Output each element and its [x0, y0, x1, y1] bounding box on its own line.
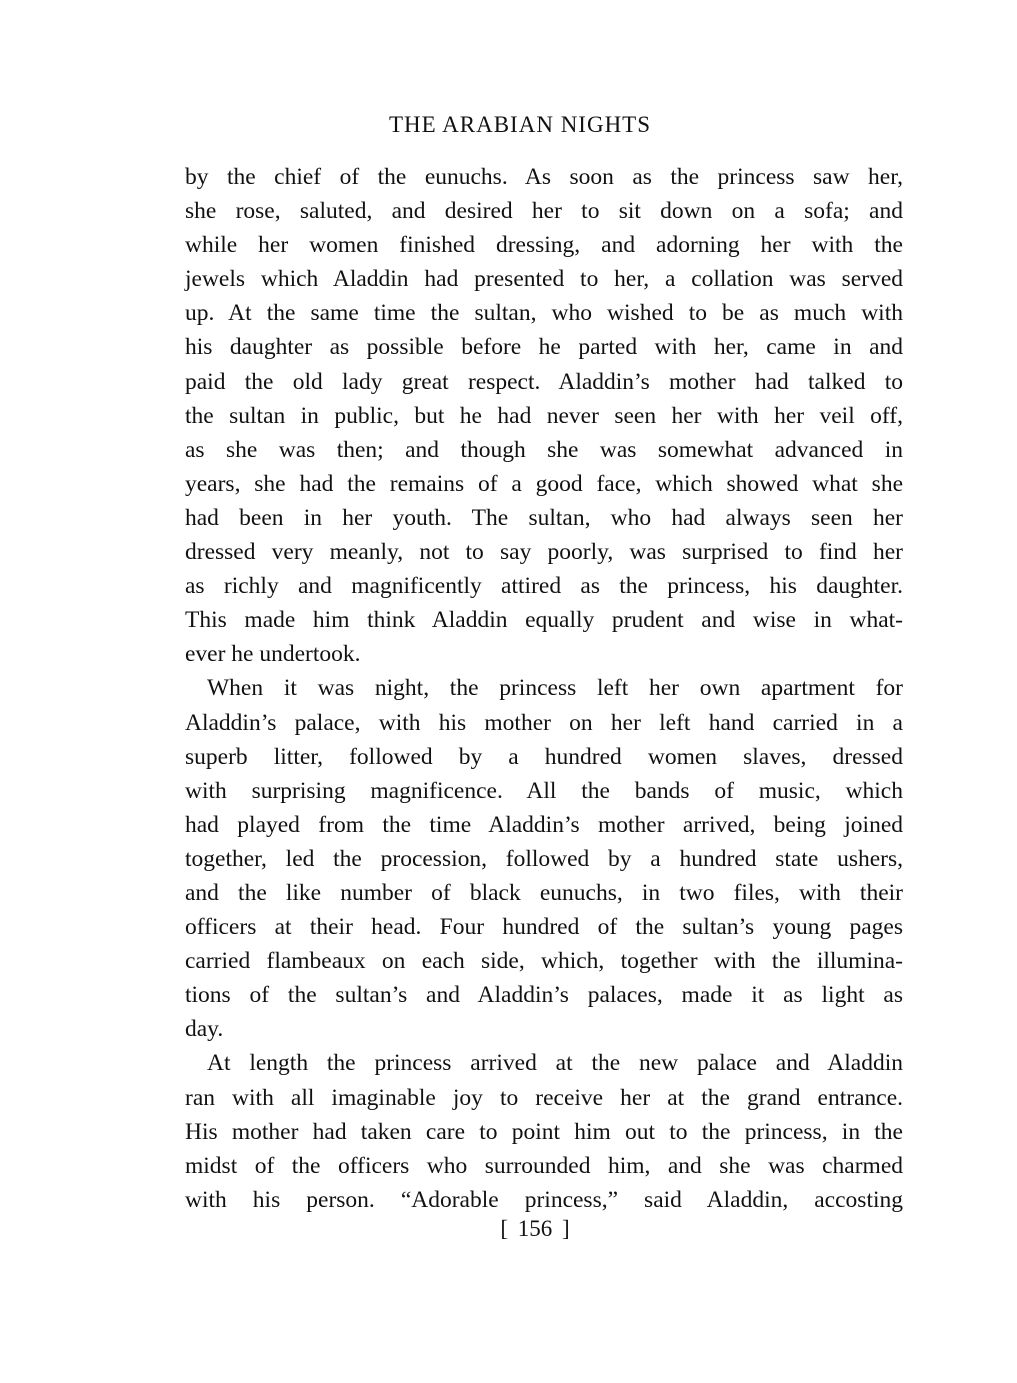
text-line: while her women finished dressing, and adorning her with the	[185, 232, 903, 259]
paragraph	[185, 671, 903, 1046]
text-line: ever he undertook.	[185, 641, 361, 668]
text-line: had been in her youth. The sultan, who had always seen her	[185, 504, 903, 531]
running-title: THE ARABIAN NIGHTS	[388, 112, 652, 137]
text-line: This made him think Aladdin equally prudent and wise in what-	[185, 607, 903, 634]
text-line: as richly and magnificently attired as the princess, his daughter.	[185, 573, 903, 600]
text-line: had played from the time Aladdin’s mother arrived, being joined	[185, 811, 903, 838]
text-line: up. At the same time the sultan, who wished to be as much with	[185, 300, 903, 327]
text-line: His mother had taken care to point him out to the princess, in the	[185, 1118, 903, 1145]
text-line: as she was then; and though she was somewhat advanced in	[185, 436, 903, 463]
text-line: Aladdin’s palace, with his mother on her left hand carried in a	[185, 709, 903, 736]
text-line: she rose, saluted, and desired her to sit down on a sofa; and	[185, 198, 903, 225]
text-line: When it was night, the princess left her own apartment for	[207, 675, 903, 702]
text-line: his daughter as possible before he parted with her, came in and	[185, 334, 903, 361]
text-line: the sultan in public, but he had never seen her with her veil off,	[185, 402, 903, 429]
paragraph	[185, 1046, 903, 1216]
text-line: and the like number of black eunuchs, in two files, with their	[185, 879, 903, 906]
text-line: paid the old lady great respect. Aladdin’s mother had talked to	[185, 368, 903, 395]
text-line: dressed very meanly, not to say poorly, was surprised to find her	[185, 539, 903, 566]
text-line: with his person. “Adorable princess,” said Aladdin, accosting	[185, 1186, 903, 1213]
text-line: jewels which Aladdin had presented to her, a collation was served	[185, 266, 903, 293]
text-line: by the chief of the eunuchs. As soon as the princess saw her,	[185, 164, 903, 190]
text-line: At length the princess arrived at the new palace and Aladdin	[207, 1050, 903, 1077]
text-line: carried flambeaux on each side, which, together with the illumina-	[185, 948, 903, 975]
text-line: officers at their head. Four hundred of the sultan’s young pages	[185, 914, 903, 941]
page-body	[185, 160, 903, 1217]
page-number: [ 156 ]	[500, 1216, 570, 1241]
text-line: together, led the procession, followed by a hundred state ushers,	[185, 845, 903, 872]
paragraph	[185, 160, 903, 671]
text-line: tions of the sultan’s and Aladdin’s palaces, made it as light as	[185, 982, 903, 1009]
text-line: with surprising magnificence. All the bands of music, which	[185, 777, 903, 804]
text-line: day.	[185, 1016, 224, 1043]
text-line: years, she had the remains of a good face, which showed what she	[185, 470, 903, 497]
text-line: ran with all imaginable joy to receive her at the grand entrance.	[185, 1084, 903, 1111]
text-line: superb litter, followed by a hundred women slaves, dressed	[185, 743, 903, 770]
text-line: midst of the officers who surrounded him, and she was charmed	[185, 1152, 903, 1179]
